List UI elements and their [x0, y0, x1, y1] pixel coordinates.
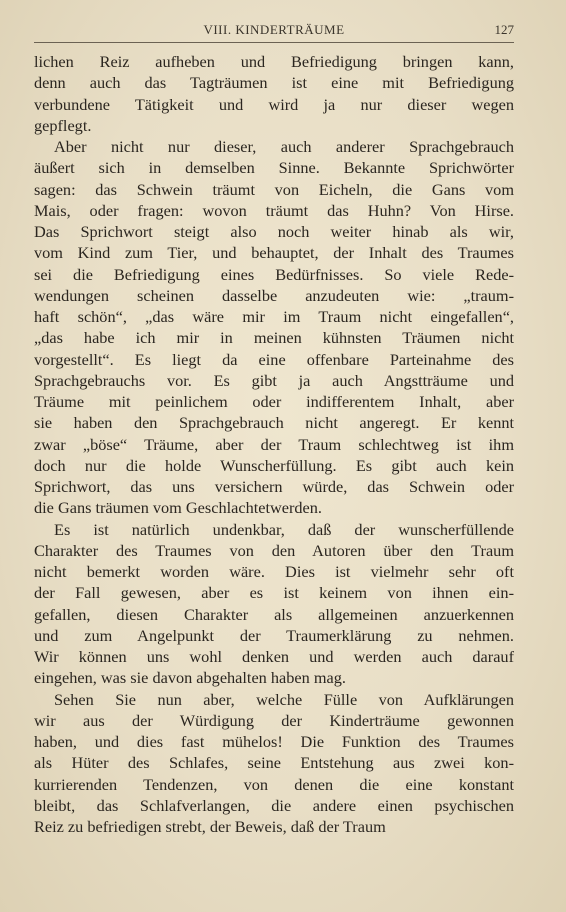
- text-line: haben, und dies fast mühelos! Die Funktion des Traumes: [34, 732, 514, 751]
- paragraph: [34, 519, 514, 689]
- text-line: die Gans träumen vom Geschlachtetwerden.: [34, 498, 322, 518]
- page-header: [34, 20, 514, 43]
- text-line: Sprachgebrauchs vor. Es gibt ja auch Angstträume und: [34, 370, 514, 390]
- text-line: „das habe ich mir in meinen kühnsten Träumen nicht: [34, 328, 514, 348]
- text-line: Reiz zu befriedigen strebt, der Beweis, daß der Traum: [34, 817, 386, 836]
- text-line: wendungen scheinen dasselbe anzudeuten wie: „traum-: [34, 285, 514, 305]
- paragraph: [34, 689, 514, 838]
- text-line: Aber nicht nur dieser, auch anderer Sprachgebrauch: [54, 137, 514, 156]
- text-line: als Hüter des Schlafes, seine Entstehung aus zwei kon-: [34, 753, 514, 773]
- paragraph: [34, 51, 514, 136]
- text-line: Es ist natürlich undenkbar, daß der wunscherfüllende: [54, 519, 514, 539]
- text-line: gepflegt.: [34, 115, 92, 135]
- text-line: Sprichwort, das uns versichern würde, das Schwein oder: [34, 477, 514, 496]
- text-line: Das Sprichwort steigt also noch weiter hinab als wir,: [34, 222, 514, 241]
- text-line: zwar „böse“ Träume, aber der Traum schlechtweg ist ihm: [34, 434, 514, 454]
- text-line: eingehen, was sie davon abgehalten haben mag.: [34, 668, 346, 688]
- text-line: wir aus der Würdigung der Kinderträume gewonnen: [34, 710, 514, 730]
- text-line: sei die Befriedigung eines Bedürfnisses. So viele Rede-: [34, 264, 514, 284]
- body-text: [34, 51, 514, 837]
- text-line: sie haben den Sprachgebrauch nicht angeregt. Er kennt: [34, 413, 514, 433]
- text-line: Wir können uns wohl denken und werden auch darauf: [34, 647, 514, 666]
- text-line: und zum Angelpunkt der Traumerklärung zu nehmen.: [34, 625, 514, 645]
- text-line: nicht bemerkt worden wäre. Dies ist vielmehr sehr oft: [34, 562, 514, 581]
- text-line: sagen: das Schwein träumt von Eicheln, die Gans vom: [34, 179, 514, 199]
- text-line: verbundene Tätigkeit und wird ja nur dieser wegen: [34, 94, 514, 114]
- text-line: kurrierenden Tendenzen, von denen die eine konstant: [34, 774, 514, 794]
- paragraph: [34, 136, 514, 519]
- text-line: haft schön“, „das wäre mir im Traum nicht eingefallen“,: [34, 307, 514, 326]
- text-line: vom Kind zum Tier, und behauptet, der Inhalt des Traumes: [34, 243, 514, 263]
- text-line: der Fall gewesen, aber es ist keinem von ihnen ein-: [34, 583, 514, 603]
- text-line: Träume mit peinlichem oder indifferentem Inhalt, aber: [34, 392, 514, 411]
- text-line: doch nur die holde Wunscherfüllung. Es gibt auch kein: [34, 455, 514, 475]
- text-line: vorgestellt“. Es liegt da eine offenbare Parteinahme des: [34, 349, 514, 369]
- text-line: Mais, oder fragen: wovon träumt das Huhn? Von Hirse.: [34, 200, 514, 220]
- running-head: VIII. KINDERTRÄUME: [203, 22, 345, 37]
- page-number: 127: [494, 22, 514, 37]
- text-line: bleibt, das Schlafverlangen, die andere einen psychischen: [34, 795, 514, 815]
- text-line: Sehen Sie nun aber, welche Fülle von Aufklärungen: [54, 689, 514, 709]
- text-line: gefallen, diesen Charakter als allgemeinen anzuerkennen: [34, 604, 514, 624]
- text-line: denn auch das Tagträumen ist eine mit Befriedigung: [34, 73, 514, 93]
- text-line: äußert sich in demselben Sinne. Bekannte Sprichwörter: [34, 158, 514, 178]
- text-line: Charakter des Traumes von den Autoren über den Traum: [34, 540, 514, 560]
- text-line: lichen Reiz aufheben und Befriedigung bringen kann,: [34, 52, 514, 71]
